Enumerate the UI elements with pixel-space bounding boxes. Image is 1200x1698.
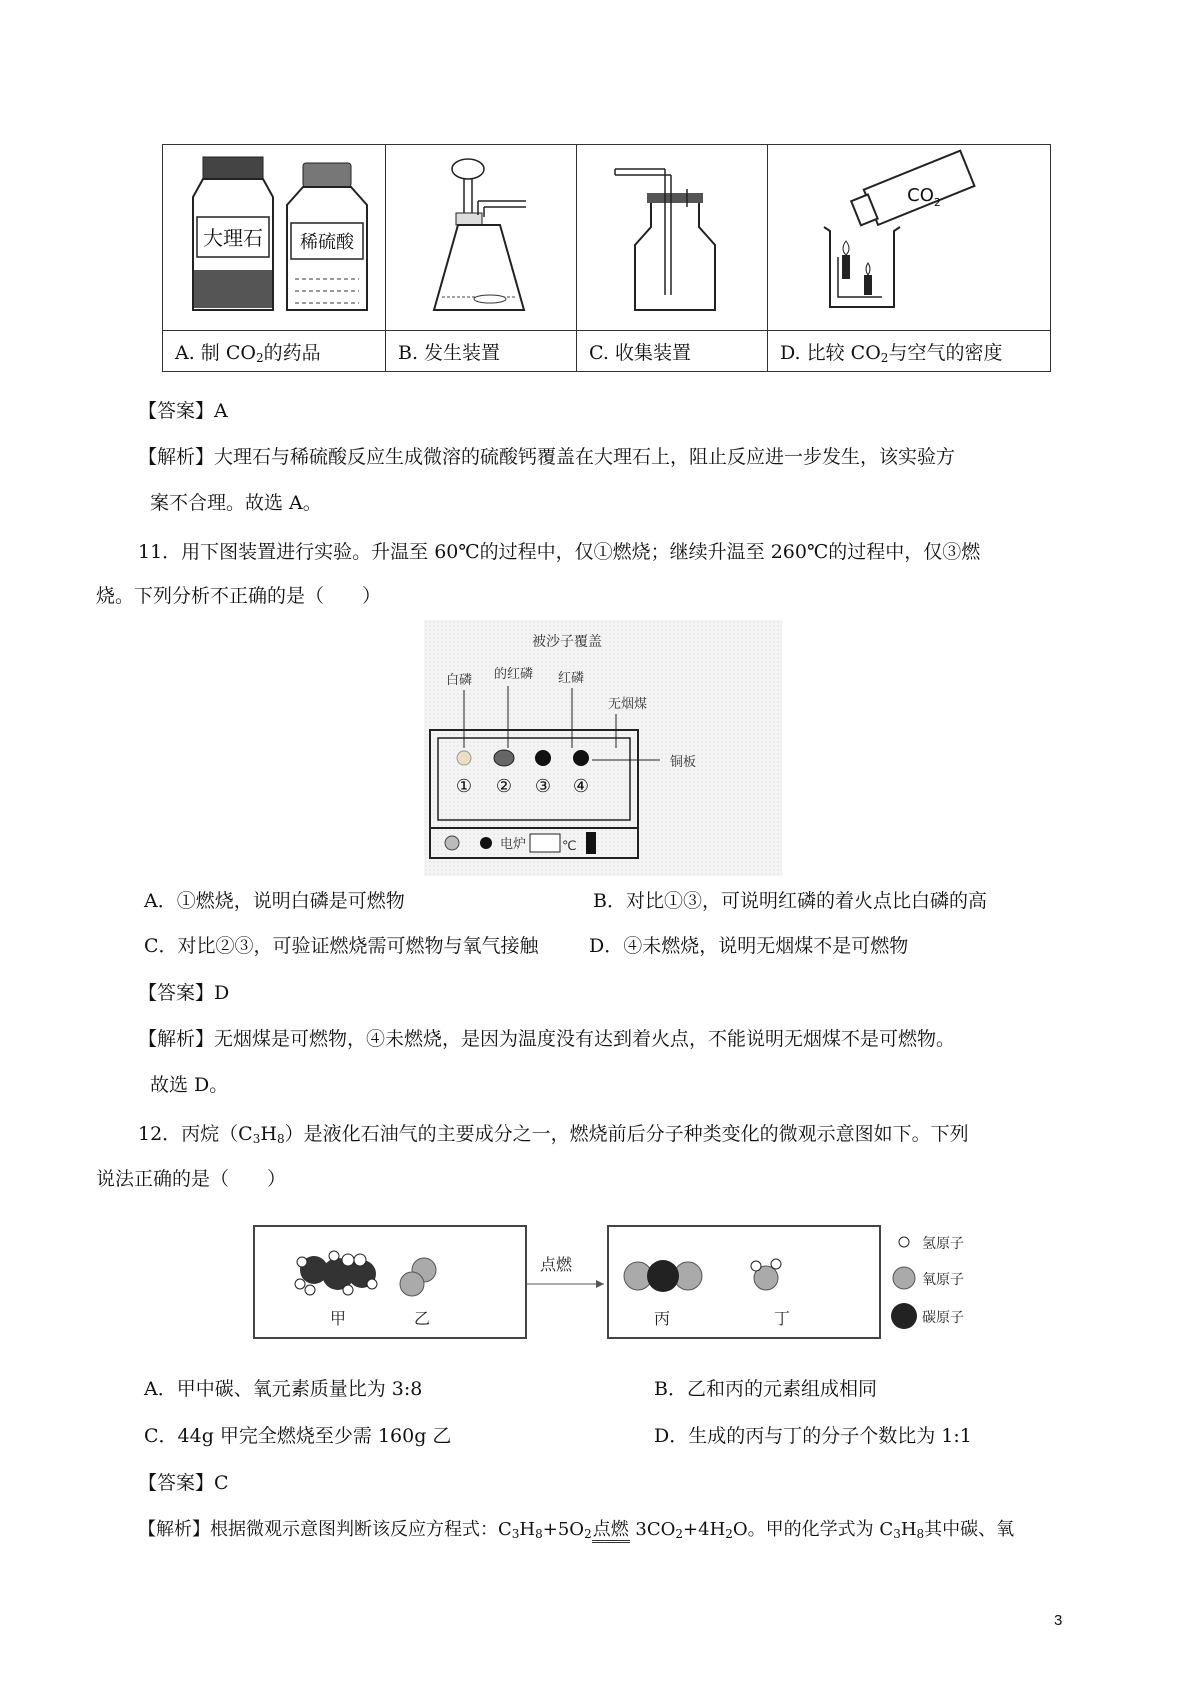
label-temp-unit: ℃ bbox=[562, 839, 577, 854]
q11-analysis-2: 故选 D。 bbox=[150, 1074, 229, 1096]
experiment-table bbox=[162, 144, 1051, 372]
q11-option-d: D．④未燃烧，说明无烟煤不是可燃物 bbox=[589, 935, 909, 957]
q11-option-a: A．①燃烧，说明白磷是可燃物 bbox=[144, 890, 405, 912]
caption-d: D. 比较 $CO_2$与空气的密度 bbox=[768, 331, 1051, 372]
label-white-phosphorus: 白磷 bbox=[446, 673, 473, 688]
label-sand-covered: 被沙子覆盖 bbox=[532, 634, 602, 650]
page-number: 3 bbox=[1054, 1612, 1063, 1629]
cell-collector bbox=[577, 145, 768, 331]
jar-label-marble: 大理石 bbox=[203, 226, 263, 250]
jar-label-acid: 稀硫酸 bbox=[300, 232, 354, 253]
q11-stem-2: 烧。下列分析不正确的是（ ） bbox=[96, 585, 382, 607]
conical-flask-figure bbox=[386, 145, 576, 326]
molecule-ding: 丁 bbox=[773, 1309, 791, 1328]
caption-b: B. 发生装置 bbox=[386, 331, 577, 372]
num-1: ① bbox=[455, 776, 473, 797]
q12-answer: 【答案】C bbox=[138, 1472, 229, 1494]
reaction-condition: 点燃 bbox=[592, 1519, 630, 1543]
q12-option-d: D．生成的丙与丁的分子个数比为 1:1 bbox=[654, 1425, 972, 1447]
q11-figure bbox=[424, 620, 782, 876]
gas-label-co2: $CO_2$ bbox=[907, 185, 941, 209]
q11-option-c: C．对比②③，可验证燃烧需可燃物与氧气接触 bbox=[144, 935, 539, 957]
q11-analysis-1: 【解析】无烟煤是可燃物，④未燃烧，是因为温度没有达到着火点，不能说明无烟煤不是可燃物。 bbox=[138, 1028, 956, 1050]
label-copper-plate: 铜板 bbox=[670, 755, 697, 770]
label-anthracite: 无烟煤 bbox=[608, 697, 648, 712]
caption-a: A. 制 $CO_2$的药品 bbox=[163, 331, 386, 372]
q12-stem-2: 说法正确的是（ ） bbox=[96, 1168, 287, 1190]
q12-analysis: 【解析】根据微观示意图判断该反应方程式：$C_3H_8+5O_2$点燃 $3CO_2+4H_2O$。甲的化学式为 $C_3H_8$其中碳、氧 bbox=[138, 1519, 1015, 1541]
q11-option-b: B．对比①③，可说明红磷的着火点比白磷的高 bbox=[593, 890, 987, 912]
legend-hydrogen: 氢原子 bbox=[922, 1236, 964, 1252]
molecule-yi: 乙 bbox=[413, 1309, 431, 1328]
molecule-jia: 甲 bbox=[329, 1309, 347, 1328]
gas-bottle-figure bbox=[577, 145, 767, 326]
label-red-phosphorus: 红磷 bbox=[558, 671, 585, 686]
cell-density bbox=[768, 145, 1051, 331]
legend-carbon: 碳原子 bbox=[922, 1310, 964, 1326]
q12-option-b: B．乙和丙的元素组成相同 bbox=[654, 1378, 877, 1400]
legend-oxygen: 氧原子 bbox=[922, 1272, 964, 1288]
q11-stem-1: 11．用下图装置进行实验。升温至 60℃的过程中，仅①燃烧；继续升温至 260℃的过程中，仅③燃 bbox=[138, 541, 981, 563]
beaker-candles-figure bbox=[768, 145, 1050, 326]
reagent-jars-figure bbox=[163, 145, 385, 326]
q12-figure bbox=[252, 1220, 964, 1344]
arrow-label: 点燃 bbox=[539, 1255, 573, 1274]
label-covered-red-phosphorus: 的红磷 bbox=[494, 667, 534, 682]
cell-reagents bbox=[163, 145, 386, 331]
num-4: ④ bbox=[572, 776, 590, 797]
q12-option-a: A．甲中碳、氧元素质量比为 3:8 bbox=[144, 1378, 423, 1400]
caption-c: C. 收集装置 bbox=[577, 331, 768, 372]
q10-analysis-2: 案不合理。故选 A。 bbox=[150, 492, 322, 514]
q10-analysis-1: 【解析】大理石与稀硫酸反应生成微溶的硫酸钙覆盖在大理石上，阻止反应进一步发生，该实验方 bbox=[138, 446, 956, 468]
q12-stem-1: 12．丙烷$(C_3H_8)$是液化石油气的主要成分之一，燃烧前后分子种类变化的微观示意图如下。下列 bbox=[138, 1123, 969, 1146]
q11-answer: 【答案】D bbox=[138, 982, 230, 1004]
q12-option-c: C．44g 甲完全燃烧至少需 160g 乙 bbox=[144, 1425, 452, 1447]
label-furnace: 电炉 bbox=[500, 837, 527, 852]
num-3: ③ bbox=[534, 776, 552, 797]
cell-generator bbox=[386, 145, 577, 331]
num-2: ② bbox=[495, 776, 513, 797]
molecule-bing: 丙 bbox=[653, 1309, 671, 1328]
q10-answer: 【答案】A bbox=[138, 400, 228, 422]
